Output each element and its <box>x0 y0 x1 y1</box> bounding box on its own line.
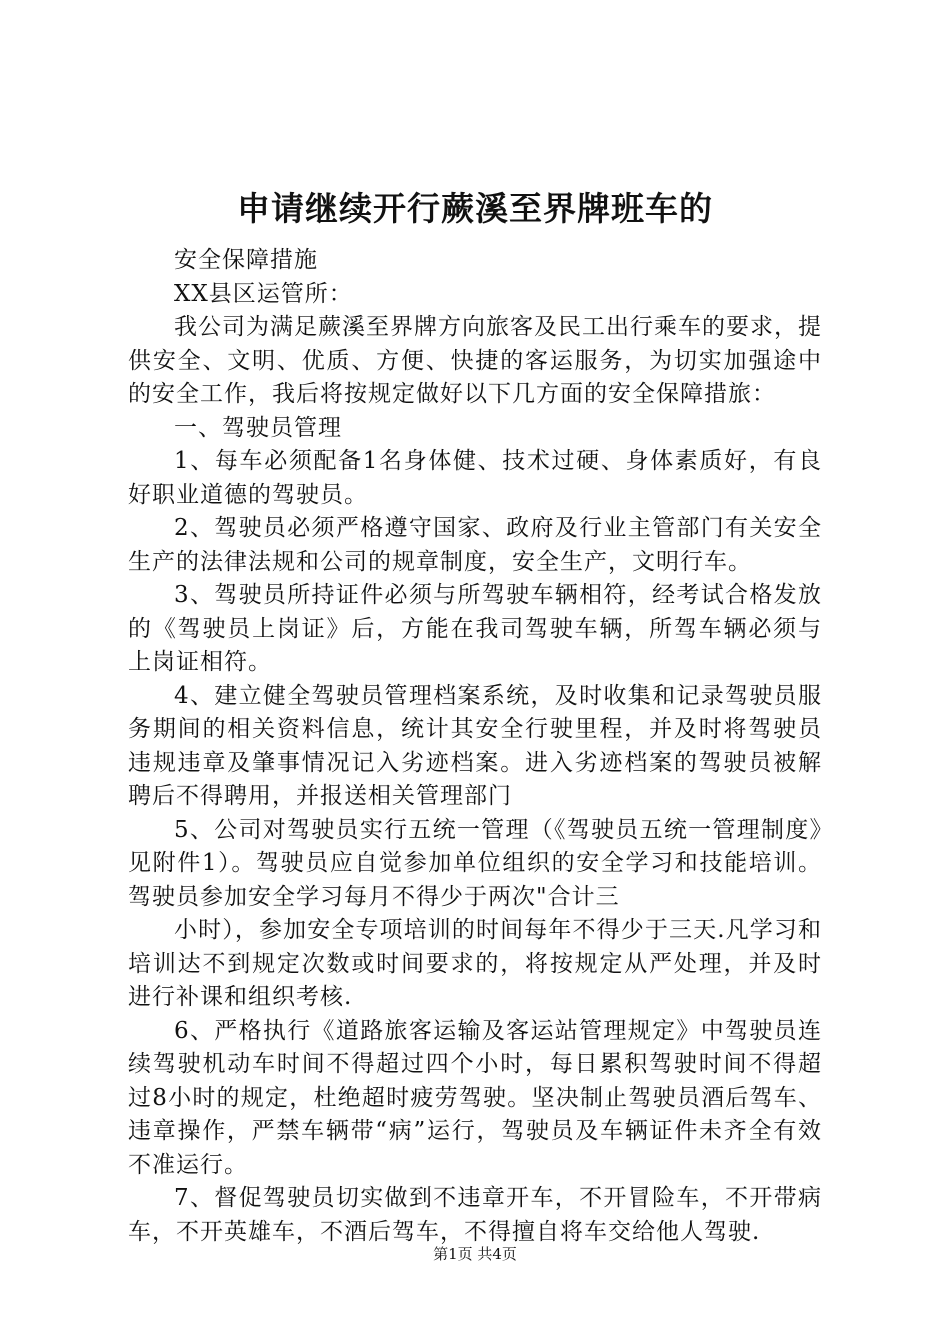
paragraph-item-4: 4、建立健全驾驶员管理档案系统，及时收集和记录驾驶员服务期间的相关资料信息，统计其安全行驶里程，并及时将驾驶员违规违章及肇事情况记入劣迹档案。进入劣迹档案的驾驶员被解聘后不得聘用，并报送相关管理部门 <box>128 682 822 809</box>
paragraph-item-7: 7、督促驾驶员切实做到不违章开车，不开冒险车，不开带病车，不开英雄车，不酒后驾车，不得擅自将车交给他人驾驶. <box>128 1185 822 1245</box>
paragraph-item-6: 6、严格执行《道路旅客运输及客运站管理规定》中驾驶员连续驾驶机动车时间不得超过四个小时，每日累积驾驶时间不得超过8小时的规定，杜绝超时疲劳驾驶。坚决制止驾驶员酒后驾车、违章操作，严禁车辆带“病”运行，驾驶员及车辆证件未齐全有效不准运行。 <box>128 1017 822 1178</box>
paragraph-item-3: 3、驾驶员所持证件必须与所驾驶车辆相符，经考试合格发放的《驾驶员上岗证》后，方能在我司驾驶车辆，所驾车辆必须与上岗证相符。 <box>128 582 822 675</box>
paragraph-item-2: 2、驾驶员必须严格遵守国家、政府及行业主管部门有关安全生产的法律法规和公司的规章制度，安全生产，文明行车。 <box>128 515 822 575</box>
document-title: 申请继续开行蕨溪至界牌班车的 <box>237 189 713 228</box>
document-body <box>128 244 822 1249</box>
paragraph-item-1: 1、每车必须配备1名身体健、技术过硬、身体素质好，有良好职业道德的驾驶员。 <box>128 448 822 508</box>
paragraph-salutation: XX县区运管所： <box>174 280 353 307</box>
paragraph-item-5-continued: 小时），参加安全专项培训的时间每年不得少于三天.凡学习和培训达不到规定次数或时间要求的，将按规定从严处理，并及时进行补课和组织考核. <box>128 917 822 1010</box>
paragraph-intro: 我公司为满足蕨溪至界牌方向旅客及民工出行乘车的要求，提供安全、文明、优质、方便、快捷的客运服务，为切实加强途中的安全工作，我后将按规定做好以下几方面的安全保障措旅： <box>128 314 822 407</box>
paragraph-subtitle: 安全保障措施 <box>174 247 318 273</box>
paragraph-item-5: 5、公司对驾驶员实行五统一管理（《驾驶员五统一管理制度》见附件1）。驾驶员应自觉参加单位组织的安全学习和技能培训。驾驶员参加安全学习每月不得少于两次"合计三 <box>128 816 822 910</box>
page-number-footer: 第1页 共4页 <box>433 1245 517 1263</box>
section-heading-driver-management: 一、驾驶员管理 <box>174 414 342 441</box>
